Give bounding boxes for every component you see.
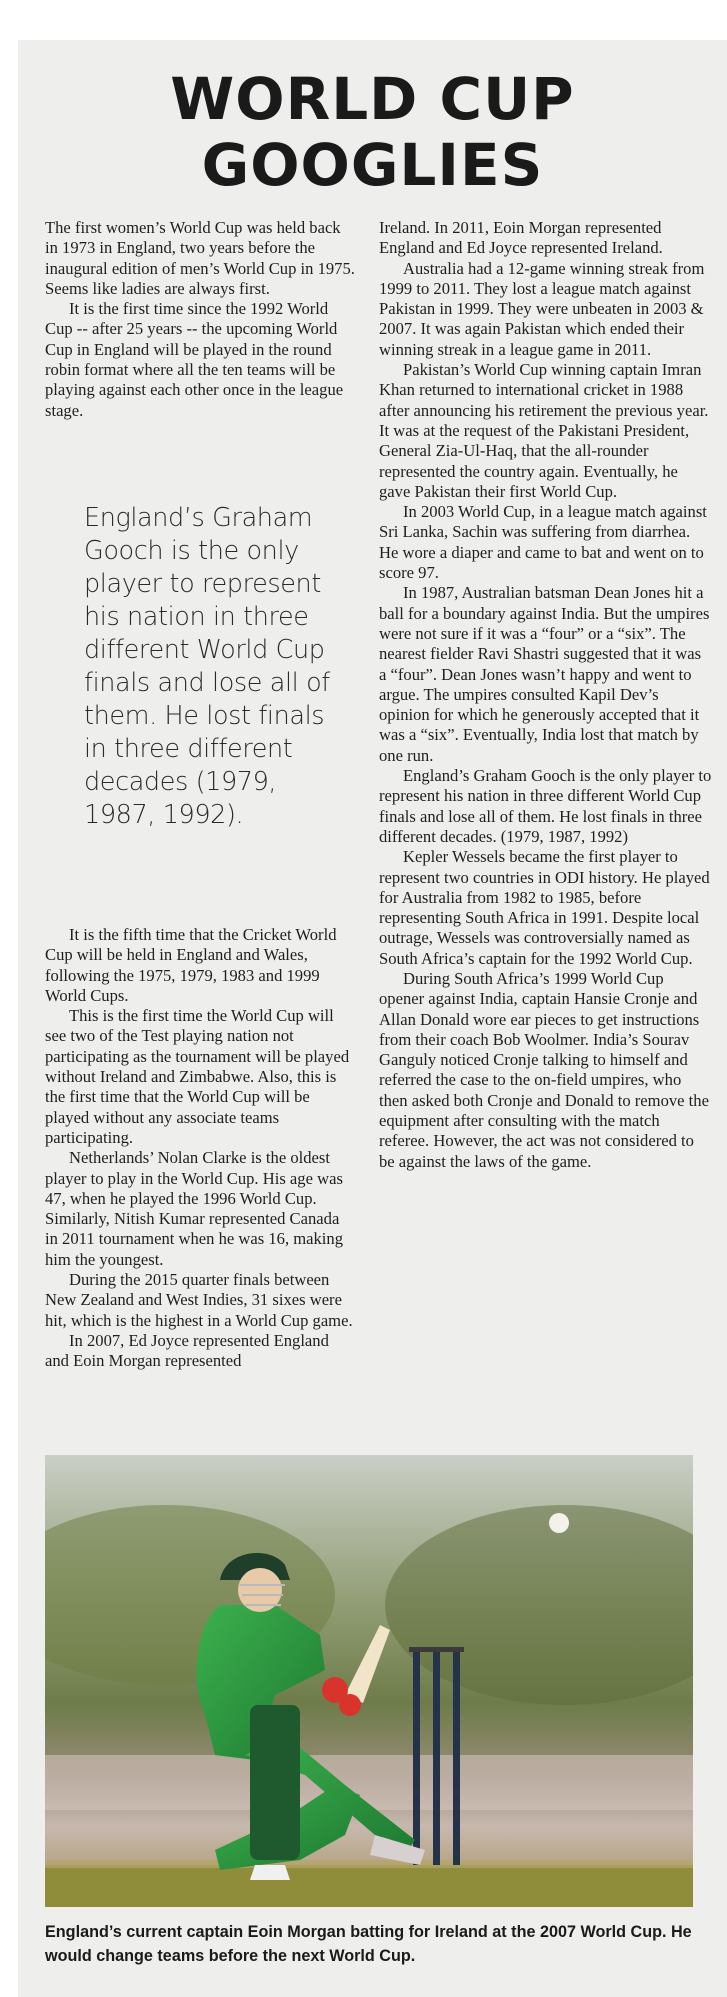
paragraph: England’s Graham Gooch is the only player to represent his nation in three different World Cup finals and lose all of them. He lost finals in three different decades. (1979, 1987, 1992)	[379, 766, 712, 846]
paragraph: The first women’s World Cup was held back in 1973 in England, two years before the inaugural edition of men’s World Cup in 1975. Seems like ladies are always first.	[45, 218, 355, 298]
headline-line-1: WORLD CUP	[170, 65, 575, 133]
paragraph: In 2003 World Cup, in a league match against Sri Lanka, Sachin was suffering from diarrhea. He wore a diaper and came to bat and went on to score 97.	[379, 502, 707, 583]
cricket-photo	[45, 1455, 693, 1907]
article-page	[18, 40, 727, 1997]
paragraph: In 2007, Ed Joyce represented England and Eoin Morgan represented	[45, 1330, 329, 1371]
paragraph: It is the fifth time that the Cricket World Cup will be held in England and Wales, following the 1975, 1979, 1983 and 1999 World Cups.	[45, 925, 337, 1005]
left-column-top	[45, 218, 355, 421]
headline	[18, 66, 727, 198]
paragraph: Kepler Wessels became the first player to represent two countries in ODI history. He played for Australia from 1982 to 1985, before representing South Africa in 1991. Despite local outrage, Wessels was controversially named as South Africa’s captain for the 1992 World Cup.	[379, 847, 710, 968]
paragraph: Netherlands’ Nolan Clarke is the oldest player to play in the World Cup. His age was 47, when he played the 1996 World Cup. Similarly, Nitish Kumar represented Canada in 2011 tournament when he was 16, making him the youngest.	[45, 1148, 344, 1269]
right-column	[379, 218, 712, 1172]
photo-caption: England’s current captain Eoin Morgan batting for Ireland at the 2007 World Cup. He would change teams before the next World Cup.	[45, 1923, 692, 1965]
paragraph: In 1987, Australian batsman Dean Jones hit a ball for a boundary against India. But the umpires were not sure if it was a “four” or a “six”. The nearest fielder Ravi Shastri suggested that it was a “four”. Dean Jones wasn’t happy and went to argue. The umpires consulted Kapil Dev’s opinion for which he generously accepted that it was a “six”. Eventually, India lost that match by one run.	[379, 583, 710, 765]
headline-line-2: GOOGLIES	[201, 131, 544, 199]
paragraph: During the 2015 quarter finals between New Zealand and West Indies, 31 sixes were hit, which is the highest in a World Cup game.	[45, 1270, 353, 1330]
paragraph: Australia had a 12-game winning streak from 1999 to 2011. They lost a league match against Pakistan in 1999. They were unbeaten in 2003 & 2007. It was again Pakistan which ended their winning streak in a league game in 2011.	[379, 258, 705, 359]
paragraph: Pakistan’s World Cup winning captain Imran Khan returned to international cricket in 1988 after announcing his retirement the previous year. It was at the request of the Pakistani President, General Zia-Ul-Haq, that the all-rounder represented the country again. Eventually, he gave Pakistan their first World Cup.	[379, 360, 709, 501]
left-column-bottom	[45, 925, 355, 1372]
paragraph: It is the first time since the 1992 World Cup -- after 25 years -- the upcoming World Cup in England will be played in the round robin format where all the ten teams will be playing against each other once in the league stage.	[45, 299, 344, 420]
pull-quote: England’s Graham Gooch is the only player to represent his nation in three different World Cup finals and lose all of them. He lost finals in three different decades (1979, 1987, 1992).	[84, 503, 330, 830]
paragraph: This is the first time the World Cup will see two of the Test playing nation not participating as the tournament will be played without Ireland and Zimbabwe. Also, this is the first time that the World Cup will be played without any associate teams participating.	[45, 1006, 350, 1147]
paragraph: During South Africa’s 1999 World Cup opener against India, captain Hansie Cronje and Allan Donald wore ear pieces to get instructions from their coach Bob Woolmer. India’s Sourav Ganguly noticed Cronje talking to himself and referred the case to the on-field umpires, who then asked both Cronje and Donald to remove the equipment after consulting with the match referee. However, the act was not considered to be against the laws of the game.	[379, 968, 709, 1171]
paragraph: Ireland. In 2011, Eoin Morgan represented England and Ed Joyce represented Ireland.	[379, 218, 663, 258]
